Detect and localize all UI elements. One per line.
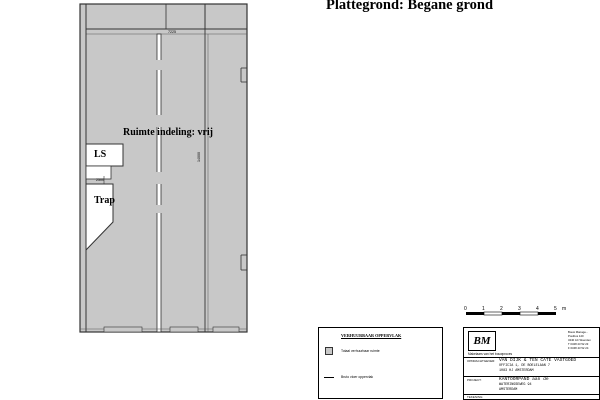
scale-tick-1: 1 <box>482 306 485 312</box>
corridor-gap <box>156 205 162 213</box>
legend-fill-label: Totaal verhuurbaar ruimte <box>341 349 380 353</box>
client-address: OFFICIA 1, DE BOELELAAN 7 <box>499 364 550 368</box>
room-label-main: Ruimte indeling: vrij <box>123 127 213 138</box>
scale-bar-segment <box>484 312 502 315</box>
bottom-opening <box>170 327 198 332</box>
legend-title: VERHUURBAAR OPPERVLAK <box>341 333 402 338</box>
firm-logo: BM <box>468 331 496 351</box>
project-address: WATERINGSEWEG 94 <box>499 383 532 387</box>
corridor-gap <box>156 115 162 127</box>
scale-tick-2: 2 <box>500 306 503 312</box>
firm-line: Bouw Manage... <box>568 330 589 334</box>
scale-tick-0: 0 <box>464 306 467 312</box>
room-label-ls: LS <box>94 149 107 160</box>
title-block <box>463 327 600 400</box>
scale-tick-3: 3 <box>518 306 521 312</box>
legend-line-sample <box>324 377 334 378</box>
scale-bar-segment <box>466 312 484 315</box>
project-label: PROJECT: <box>467 378 482 382</box>
dimension-top-width: 7225 <box>168 30 176 34</box>
project-name: KANTOORPAND aan de <box>499 377 549 382</box>
client-name: VAN DIJK & TEN CATE VASTGOED <box>499 358 577 363</box>
firm-line: T 0348 43 52 23 <box>568 342 589 346</box>
corridor-gap <box>156 172 162 184</box>
firm-line: 3440 AC Woerden <box>568 338 591 342</box>
page-title: Plattegrond: Begane grond <box>326 0 494 13</box>
scale-tick-5: 5 <box>554 306 557 312</box>
legend-box <box>318 327 443 399</box>
scale-bar-segment <box>502 312 520 315</box>
scale-bar-segment <box>520 312 538 315</box>
bottom-opening <box>213 327 239 332</box>
scale-unit: m <box>562 306 567 312</box>
client-label: OPDRACHTGEVER: <box>467 359 496 363</box>
client-city: 1083 HJ AMSTERDAM <box>499 369 534 373</box>
drawing-label: TEKENING: <box>467 395 484 399</box>
firm-line: Postbus 120 <box>568 334 584 338</box>
title-block-divider <box>464 394 599 395</box>
firm-logo-caption: Makelaars van het bouwproces <box>468 352 513 356</box>
scale-bar-segment <box>538 312 556 315</box>
dimension-length: 14000 <box>197 152 201 162</box>
corridor-gap <box>156 60 162 70</box>
room-label-trap: Trap <box>94 195 115 206</box>
firm-line: F 0348 43 52 24 <box>568 346 589 350</box>
scale-tick-4: 4 <box>536 306 539 312</box>
project-city: AMSTERDAM <box>499 388 518 392</box>
bottom-opening <box>104 327 142 332</box>
legend-line-label: Bruto vloer oppervlak <box>341 375 374 379</box>
legend-swatch <box>325 347 333 355</box>
dimension-small: 2500 <box>96 178 104 182</box>
